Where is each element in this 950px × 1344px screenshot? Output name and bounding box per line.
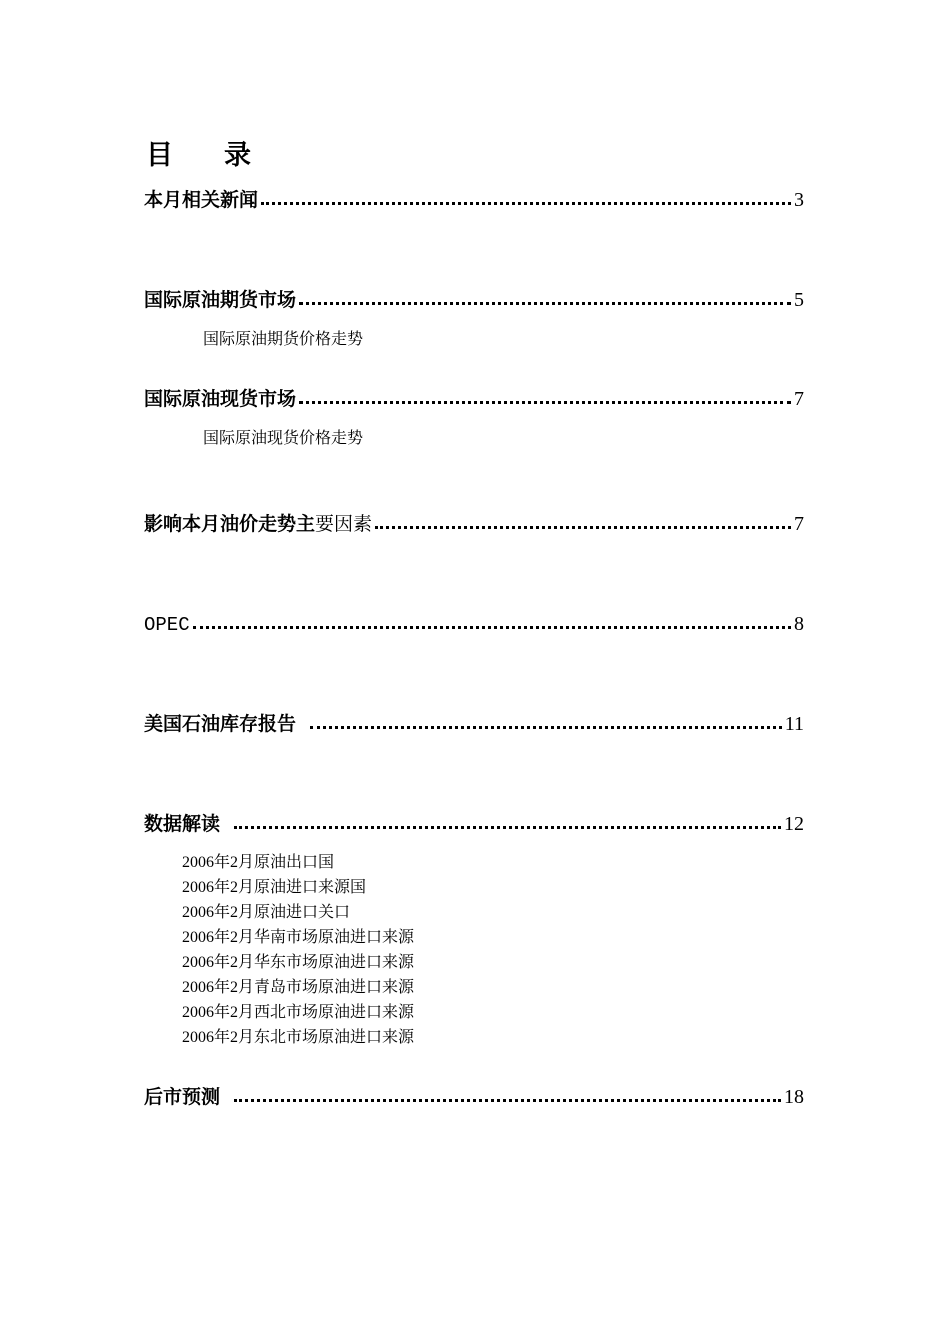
toc-subitem[interactable]: 国际原油现货价格走势	[203, 430, 364, 447]
toc-subitem[interactable]: 2006年2月原油进口关口	[182, 904, 351, 921]
toc-subitem[interactable]: 2006年2月华南市场原油进口来源	[182, 929, 415, 946]
dot-leader	[234, 1099, 781, 1102]
toc-page-number: 12	[784, 813, 804, 835]
toc-page-number: 7	[794, 388, 804, 410]
toc-entry-label: 美国石油库存报告	[144, 713, 297, 735]
dot-leader	[299, 401, 791, 404]
toc-page-number: 8	[794, 613, 804, 635]
toc-entry-opec[interactable]	[144, 610, 804, 636]
toc-subitem[interactable]: 国际原油期货价格走势	[203, 331, 364, 348]
dot-leader	[261, 202, 791, 205]
toc-entry-label-bold: 影响本月油价走势主	[144, 513, 316, 535]
toc-page-number: 7	[794, 513, 804, 535]
page-title: 目 录	[146, 140, 263, 171]
dot-leader	[310, 726, 782, 729]
toc-entry-label	[144, 509, 372, 536]
dot-leader	[299, 302, 791, 305]
toc-subitem[interactable]: 2006年2月东北市场原油进口来源	[182, 1029, 415, 1046]
toc-subitem[interactable]: 2006年2月原油进口来源国	[182, 879, 367, 896]
toc-entry-us-inventory[interactable]	[144, 710, 804, 736]
toc-entry-data-analysis[interactable]	[144, 810, 804, 836]
toc-entry-spot-market[interactable]	[144, 385, 804, 411]
toc-page-number: 11	[784, 713, 804, 735]
toc-entry-label-light: 要因素	[315, 513, 373, 535]
toc-entry-label: OPEC	[144, 614, 190, 636]
toc-subitem[interactable]: 2006年2月青岛市场原油进口来源	[182, 979, 415, 996]
toc-entry-news[interactable]	[144, 186, 804, 212]
toc-entry-label: 国际原油现货市场	[144, 388, 297, 410]
toc-subitem[interactable]: 2006年2月原油出口国	[182, 854, 335, 871]
dot-leader	[375, 526, 791, 529]
dot-leader	[234, 826, 781, 829]
toc-entry-futures-market[interactable]	[144, 286, 804, 312]
toc-page-number: 3	[794, 189, 804, 211]
toc-entry-label: 本月相关新闻	[144, 189, 259, 211]
toc-subitem[interactable]: 2006年2月西北市场原油进口来源	[182, 1004, 415, 1021]
toc-page-number: 18	[784, 1086, 804, 1108]
toc-entry-label: 数据解读	[144, 813, 221, 835]
toc-entry-price-factors[interactable]	[144, 510, 804, 536]
toc-entry-label: 国际原油期货市场	[144, 289, 297, 311]
toc-page-number: 5	[794, 289, 804, 311]
toc-subitem[interactable]: 2006年2月华东市场原油进口来源	[182, 954, 415, 971]
dot-leader	[193, 626, 791, 629]
toc-entry-label: 后市预测	[144, 1086, 221, 1108]
toc-entry-forecast[interactable]	[144, 1083, 804, 1109]
